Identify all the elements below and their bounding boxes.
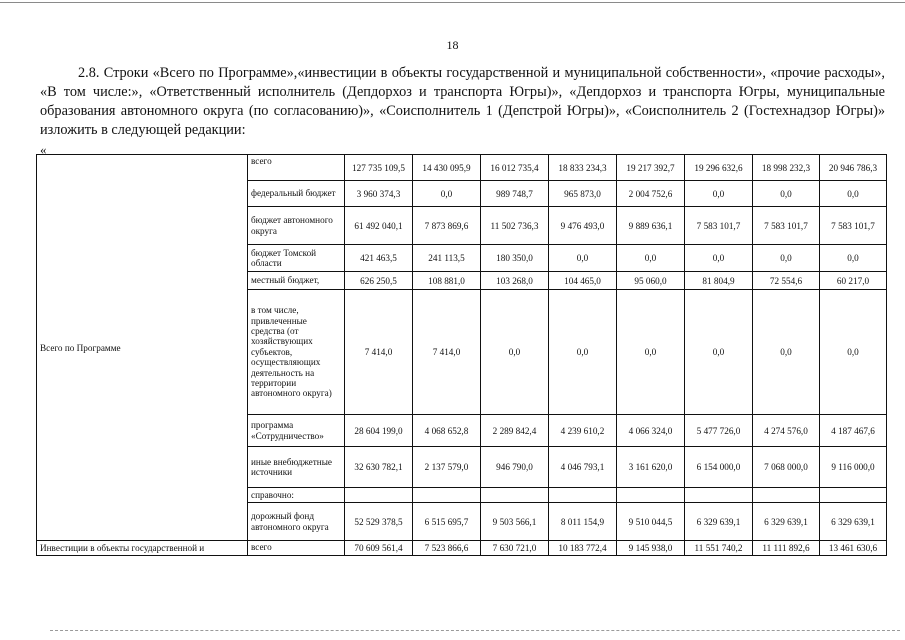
value-cell: 11 551 740,2 <box>685 541 753 556</box>
value-cell: 965 873,0 <box>549 181 617 207</box>
intro-text: 2.8. Строки «Всего по Программе»,«инвестиции в объекты государственной и муниципальной собственности», «прочие расходы», «В том числе:», «Ответственный исполнитель (Депдорхоз и транспорта Югры)», «Депдорхоз и транспорта Югры, муниципальные образования автономного округа (по согласованию)», «Соисполнитель 1 (Депстрой Югры)», «Соисполнитель 2 (Гостехнадзор Югры)» изложить в следующей редакции: <box>40 65 885 138</box>
value-cell: 989 748,7 <box>481 181 549 207</box>
value-cell: 8 011 154,9 <box>549 503 617 541</box>
section-label: Всего по Программе <box>37 155 248 541</box>
value-cell: 7 414,0 <box>345 290 413 415</box>
value-cell: 19 217 392,7 <box>617 155 685 181</box>
value-cell: 7 523 866,6 <box>413 541 481 556</box>
value-cell: 70 609 561,4 <box>345 541 413 556</box>
value-cell <box>820 488 887 503</box>
table-row <box>37 155 887 181</box>
value-cell: 180 350,0 <box>481 245 549 272</box>
value-cell: 4 187 467,6 <box>820 415 887 447</box>
value-cell: 626 250,5 <box>345 272 413 290</box>
table-row <box>37 541 887 556</box>
value-cell: 9 889 636,1 <box>617 207 685 245</box>
value-cell: 6 329 639,1 <box>820 503 887 541</box>
value-cell: 0,0 <box>617 290 685 415</box>
value-cell: 19 296 632,6 <box>685 155 753 181</box>
value-cell: 14 430 095,9 <box>413 155 481 181</box>
value-cell: 4 068 652,8 <box>413 415 481 447</box>
value-cell: 32 630 782,1 <box>345 447 413 488</box>
row-label: справочно: <box>248 488 345 503</box>
value-cell: 4 046 793,1 <box>549 447 617 488</box>
value-cell: 0,0 <box>685 290 753 415</box>
value-cell: 946 790,0 <box>481 447 549 488</box>
value-cell: 95 060,0 <box>617 272 685 290</box>
value-cell: 13 461 630,6 <box>820 541 887 556</box>
value-cell: 2 289 842,4 <box>481 415 549 447</box>
value-cell: 7 583 101,7 <box>753 207 820 245</box>
value-cell: 4 239 610,2 <box>549 415 617 447</box>
value-cell: 16 012 735,4 <box>481 155 549 181</box>
value-cell: 52 529 378,5 <box>345 503 413 541</box>
row-label: программа «Сотрудничество» <box>248 415 345 447</box>
value-cell: 11 502 736,3 <box>481 207 549 245</box>
value-cell <box>549 488 617 503</box>
value-cell: 0,0 <box>685 245 753 272</box>
value-cell: 6 515 695,7 <box>413 503 481 541</box>
value-cell: 0,0 <box>753 290 820 415</box>
row-label: федеральный бюджет <box>248 181 345 207</box>
value-cell: 2 137 579,0 <box>413 447 481 488</box>
value-cell: 28 604 199,0 <box>345 415 413 447</box>
page-number: 18 <box>446 38 459 52</box>
value-cell: 60 217,0 <box>820 272 887 290</box>
value-cell <box>345 488 413 503</box>
row-label: дорожный фонд автономного округа <box>248 503 345 541</box>
value-cell: 18 833 234,3 <box>549 155 617 181</box>
row-label: бюджет автономного округа <box>248 207 345 245</box>
value-cell <box>617 488 685 503</box>
value-cell: 0,0 <box>820 181 887 207</box>
value-cell: 7 068 000,0 <box>753 447 820 488</box>
value-cell: 103 268,0 <box>481 272 549 290</box>
value-cell: 18 998 232,3 <box>753 155 820 181</box>
value-cell: 0,0 <box>753 245 820 272</box>
value-cell: 0,0 <box>820 245 887 272</box>
value-cell: 5 477 726,0 <box>685 415 753 447</box>
value-cell: 81 804,9 <box>685 272 753 290</box>
value-cell: 61 492 040,1 <box>345 207 413 245</box>
value-cell: 9 510 044,5 <box>617 503 685 541</box>
value-cell: 0,0 <box>549 245 617 272</box>
scan-bottom-edge <box>50 630 900 631</box>
value-cell: 0,0 <box>549 290 617 415</box>
value-cell <box>753 488 820 503</box>
value-cell: 0,0 <box>820 290 887 415</box>
value-cell: 127 735 109,5 <box>345 155 413 181</box>
value-cell: 421 463,5 <box>345 245 413 272</box>
value-cell: 3 960 374,3 <box>345 181 413 207</box>
scan-top-edge <box>0 2 905 3</box>
value-cell: 7 583 101,7 <box>685 207 753 245</box>
row-label: в том числе, привлеченные средства (от хозяйствующих субъектов, осуществляющих деятельность на территории автономного округа) <box>248 290 345 415</box>
value-cell: 9 476 493,0 <box>549 207 617 245</box>
value-cell: 104 465,0 <box>549 272 617 290</box>
value-cell: 10 183 772,4 <box>549 541 617 556</box>
row-label: бюджет Томской области <box>248 245 345 272</box>
row-label: всего <box>248 155 345 181</box>
row-label: всего <box>248 541 345 556</box>
value-cell: 4 066 324,0 <box>617 415 685 447</box>
value-cell: 7 583 101,7 <box>820 207 887 245</box>
program-funding-table <box>36 154 887 556</box>
value-cell <box>413 488 481 503</box>
value-cell <box>685 488 753 503</box>
value-cell: 7 630 721,0 <box>481 541 549 556</box>
value-cell: 0,0 <box>617 245 685 272</box>
value-cell: 72 554,6 <box>753 272 820 290</box>
table-body <box>37 155 887 556</box>
value-cell: 6 154 000,0 <box>685 447 753 488</box>
value-cell <box>481 488 549 503</box>
value-cell: 3 161 620,0 <box>617 447 685 488</box>
value-cell: 108 881,0 <box>413 272 481 290</box>
value-cell: 9 503 566,1 <box>481 503 549 541</box>
value-cell: 7 873 869,6 <box>413 207 481 245</box>
value-cell: 9 116 000,0 <box>820 447 887 488</box>
value-cell: 11 111 892,6 <box>753 541 820 556</box>
open-quote-mark: « <box>40 142 47 157</box>
value-cell: 6 329 639,1 <box>753 503 820 541</box>
value-cell: 0,0 <box>481 290 549 415</box>
value-cell: 0,0 <box>685 181 753 207</box>
value-cell: 0,0 <box>413 181 481 207</box>
row-label: местный бюджет, <box>248 272 345 290</box>
value-cell: 241 113,5 <box>413 245 481 272</box>
value-cell: 0,0 <box>753 181 820 207</box>
value-cell: 20 946 786,3 <box>820 155 887 181</box>
value-cell: 7 414,0 <box>413 290 481 415</box>
section-label: Инвестиции в объекты государственной и <box>37 541 248 556</box>
intro-paragraph <box>40 64 885 140</box>
value-cell: 4 274 576,0 <box>753 415 820 447</box>
value-cell: 2 004 752,6 <box>617 181 685 207</box>
value-cell: 9 145 938,0 <box>617 541 685 556</box>
value-cell: 6 329 639,1 <box>685 503 753 541</box>
row-label: иные внебюджетные источники <box>248 447 345 488</box>
